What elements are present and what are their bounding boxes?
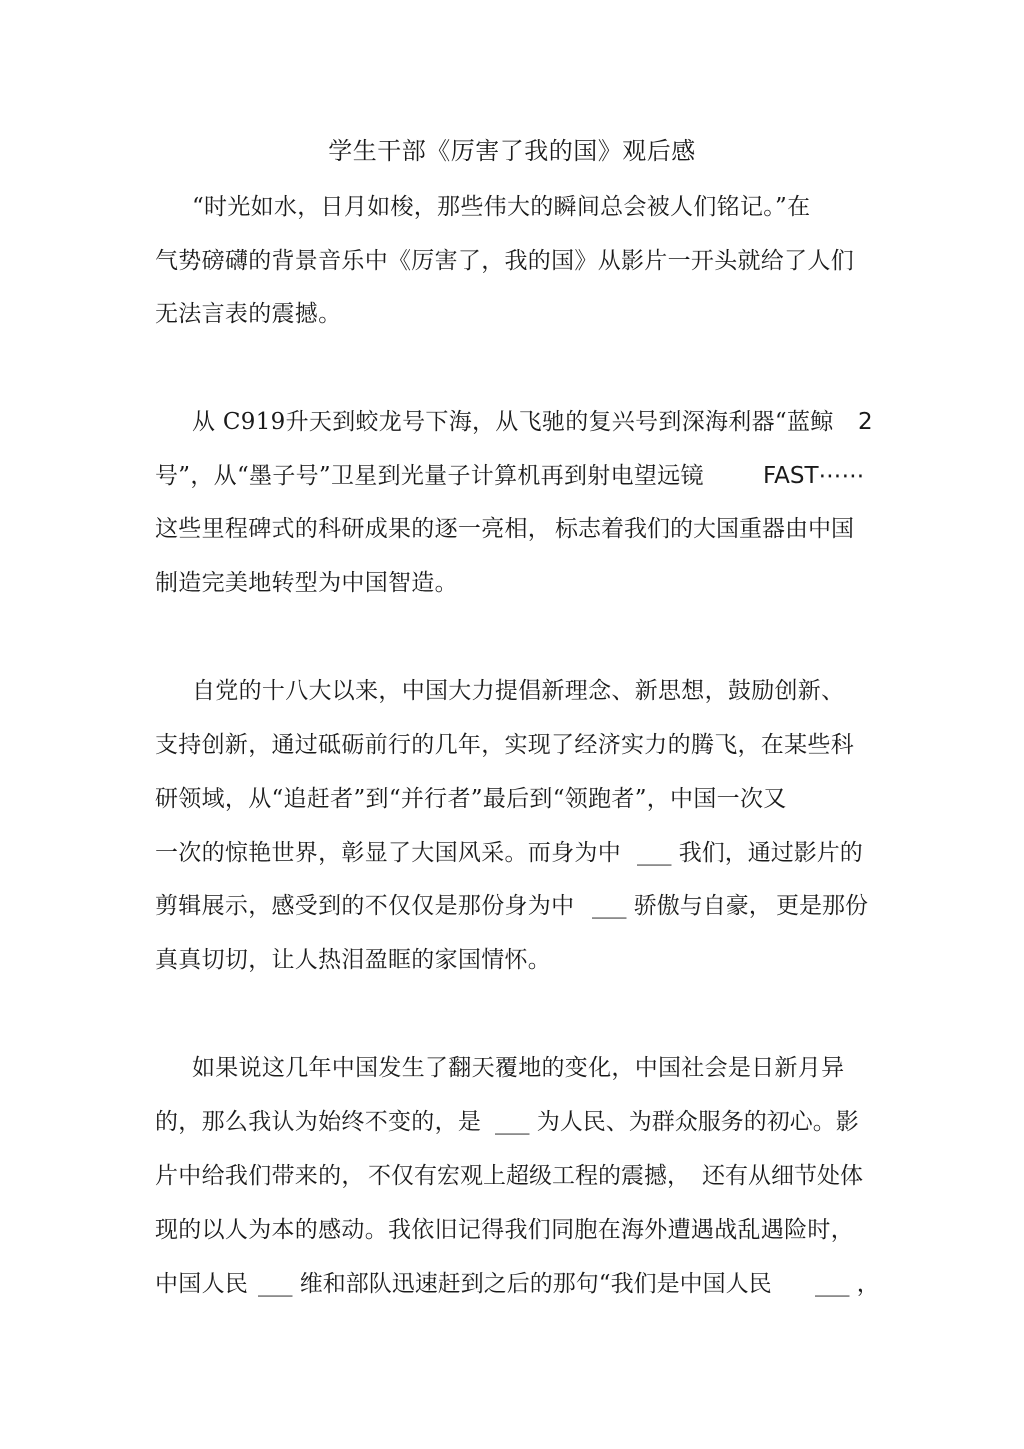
paragraph-3-line-5-mid: ___ 骄傲与自豪， — [592, 893, 772, 919]
paragraph-4-line-5: 中国人民 — [155, 1271, 249, 1297]
paragraph-3-line-2: 支持创新，通过砥砺前行的几年，实现了经济实力的腾飞，在某些科 — [155, 732, 854, 758]
paragraph-2-line-2: 号”，从“墨子号”卫星到光量子计算机再到射电望远镜 — [155, 463, 704, 489]
paragraph-1-line-1: “时光如水，日月如梭，那些伟大的瞬间总会被人们铭记。”在 — [192, 194, 811, 220]
paragraph-3-line-1: 自党的十八大以来，中国大力提倡新理念、新思想，鼓励创新、 — [192, 678, 845, 704]
paragraph-3-line-3: 研领域，从“追赶者”到“并行者”最后到“领跑者”，中国一次又 — [155, 786, 787, 812]
paragraph-3-line-5: 剪辑展示，感受到的不仅仅是那份身为中 — [155, 893, 575, 919]
paragraph-4-line-1: 如果说这几年中国发生了翻天覆地的变化，中国社会是日新月异 — [192, 1055, 845, 1081]
paragraph-3-line-4-right: ___ 我们，通过影片的 — [637, 840, 863, 866]
paragraph-2-line-4: 制造完美地转型为中国智造。 — [155, 570, 458, 596]
paragraph-4-line-5-right: ___ ， — [815, 1271, 880, 1297]
paragraph-3-line-5-right: 更是那份 — [776, 893, 868, 919]
document-title: 学生干部《厉害了我的国》观后感 — [328, 137, 696, 165]
paragraph-2-line-1: 从 C919升天到蛟龙号下海，从飞驰的复兴号到深海利器“蓝鲸 — [192, 409, 834, 435]
paragraph-1-line-2: 气势磅礴的背景音乐中《厉害了，我的国》从影片一开头就给了人们 — [155, 248, 854, 274]
paragraph-2-fast-label: FAST⋯⋯ — [763, 463, 865, 489]
paragraph-4-line-5-mid: ___ 维和部队迅速赶到之后的那句“我们是中国人民 — [258, 1271, 772, 1297]
paragraph-1-line-3: 无法言表的震撼。 — [155, 301, 342, 327]
paragraph-2-line-3: 这些里程碑式的科研成果的逐一亮相， — [155, 516, 552, 542]
paragraph-4-line-3: 片中给我们带来的， — [155, 1163, 365, 1189]
paragraph-4-line-3-right: 还有从细节处体 — [702, 1163, 863, 1189]
paragraph-2-line-3-right: 标志着我们的大国重器由中国 — [555, 516, 854, 542]
paragraph-4-line-4: 现的以人为本的感动。我依旧记得我们同胞在海外遭遇战乱遇险时， — [155, 1217, 854, 1243]
paragraph-3-line-6: 真真切切，让人热泪盈眶的家国情怀。 — [155, 947, 552, 973]
paragraph-4-line-2: 的，那么我认为始终不变的，是 — [155, 1109, 482, 1135]
paragraph-4-line-2-right: ___ 为人民、为群众服务的初心。影 — [495, 1109, 859, 1135]
paragraph-4-line-3-mid: 不仅有宏观上超级工程的震撼， — [368, 1163, 690, 1189]
paragraph-2-margin-number: 2 — [858, 409, 873, 435]
paragraph-3-line-4: 一次的惊艳世界，彰显了大国风采。而身为中 — [155, 840, 621, 866]
